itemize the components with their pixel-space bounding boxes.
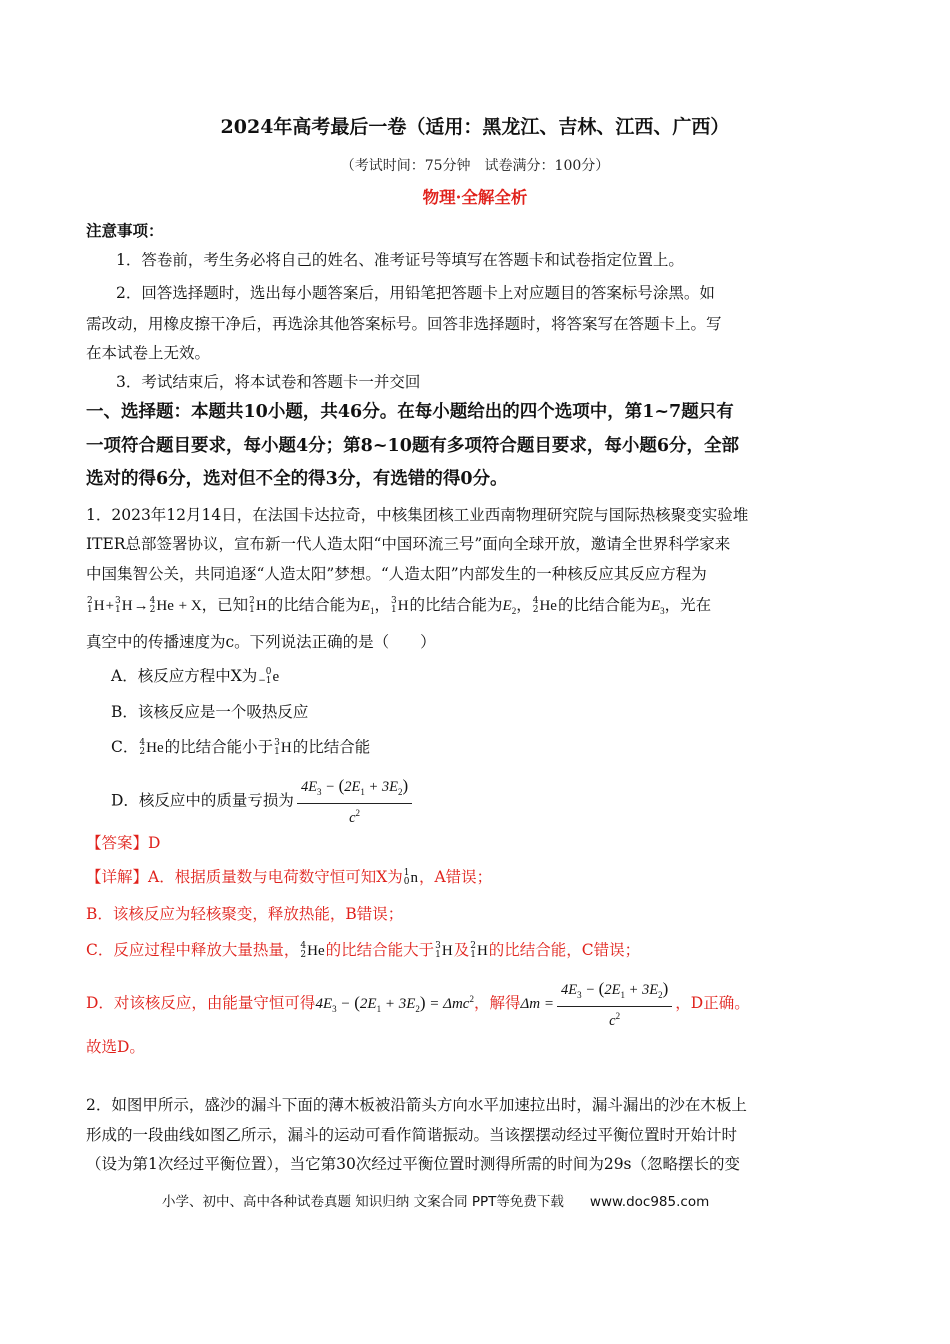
mass-defect-solution-fraction: $\frac{4E_3 - (2E_1 + 3E_2)}{c^2}$ — [557, 979, 672, 1030]
q1-detail-b: B．该核反应为轻核聚变，释放热能，B错误； — [86, 905, 404, 923]
notice-item-3: 3．考试结束后，将本试卷和答题卡一并交回 — [116, 373, 421, 391]
helium-symbol-4: 4 2 He — [300, 941, 325, 960]
q1-conclusion: 故选D。 — [86, 1038, 145, 1056]
q1-detail-c: C．反应过程中释放大量热量， 4 2 He的比结合能大于 3 1 H及 2 1 H的比结合能，C错误； — [86, 941, 641, 960]
q1-detail-d: D．对该核反应，由能量守恒可得$4E_3 - (2E_1 + 3E_2) = \Delta mc^2$，解得Δm = $\frac{4E_3 - (2E_1 + 3E_2)}{c^2}$ ，D正确。 — [86, 978, 750, 1029]
tritium-symbol-3: 3 1 H — [274, 738, 292, 757]
q1-line-5: 真空中的传播速度为c。下列说法正确的是（ ） — [86, 633, 436, 651]
tritium-symbol-2: 3 1 H — [390, 596, 409, 615]
symbol-e3: $E_3$ — [650, 598, 665, 616]
q1-option-d: D．核反应中的质量亏损为 $\frac{4E_3 - (2E_1 + 3E_2)}{c^2}$ — [111, 776, 415, 827]
q1-detail-a: 【详解】A．根据质量数与电荷数守恒可知X为 1 0 n，A错误； — [86, 868, 493, 887]
deuterium-symbol-2: 2 1 H — [249, 596, 267, 615]
electron-symbol: 0 −1 e — [258, 667, 280, 686]
notice-item-1: 1．答卷前，考生务必将自己的姓名、准考证号等填写在答题卡和试卷指定位置上。 — [116, 251, 684, 269]
helium-symbol: 4 2 He — [149, 596, 174, 615]
q1-answer: 【答案】D — [86, 834, 161, 852]
helium-symbol-3: 4 2 He — [139, 738, 164, 757]
notice-item-2-line-3: 在本试卷上无效。 — [86, 344, 211, 362]
q1-option-c: C． 4 2 He的比结合能小于 3 1 H的比结合能 — [111, 738, 371, 757]
footer — [162, 1191, 709, 1213]
q2-line-1: 2．如图甲所示，盛沙的漏斗下面的薄木板被沿箭头方向水平加速拉出时，漏斗漏出的沙在木板上 — [86, 1096, 747, 1114]
neutron-symbol: 1 0 n — [403, 868, 418, 887]
q1-line-2: ITER总部签署协议，宣布新一代人造太阳“中国环流三号”面向全球开放，邀请全世界科学家来 — [86, 535, 731, 553]
q1-line-1: 1．2023年12月14日，在法国卡达拉奇，中核集团核工业西南物理研究院与国际热核聚变实验堆 — [86, 506, 749, 524]
q1-line-4: 2 1 H+ 3 1 H→ 4 2 He + X，已知 2 1 H的比结合能为$E_1$， 3 1 H的比结合能为$E_2$， 4 2 He的比结合能为$E_3$，光在 — [87, 596, 712, 616]
notice-item-2-line-2: 需改动，用橡皮擦干净后，再选涂其他答案标号。回答非选择题时，将答案写在答题卡上。写 — [86, 315, 722, 333]
symbol-e2: $E_2$ — [502, 598, 517, 616]
exam-title: 2024年高考最后一卷（适用：黑龙江、吉林、江西、广西） — [220, 116, 730, 138]
section-1-line-3: 选对的得6分，选对但不全的得3分，有选错的得0分。 — [86, 469, 508, 489]
q2-line-3: （设为第1次经过平衡位置），当它第30次经过平衡位置时测得所需的时间为29s（忽略摆长的变 — [86, 1155, 741, 1173]
deuterium-symbol-3: 2 1 H — [470, 941, 488, 960]
footer-text: 小学、初中、高中各种试卷真题 知识归纳 文案合同 PPT等免费下载 — [162, 1194, 564, 1210]
subject-heading: 物理·全解全析 — [422, 188, 528, 207]
notice-item-2-line-1: 2．回答选择题时，选出每小题答案后，用铅笔把答题卡上对应题目的答案标号涂黑。如 — [116, 284, 715, 302]
energy-conservation-equation: $4E_3 - (2E_1 + 3E_2) = \Delta mc^2$ — [315, 993, 474, 1014]
delta-m-symbol: Δm = — [520, 996, 554, 1012]
mass-defect-fraction: $\frac{4E_3 - (2E_1 + 3E_2)}{c^2}$ — [297, 776, 412, 827]
helium-symbol-2: 4 2 He — [532, 596, 557, 615]
tritium-symbol-4: 3 1 H — [435, 941, 453, 960]
q1-line-3: 中国集智公关，共同追逐“人造太阳”梦想。“人造太阳”内部发生的一种核反应其反应方程为 — [86, 565, 707, 583]
notice-heading: 注意事项： — [86, 221, 164, 240]
exam-subtitle: （考试时间：75分钟 试卷满分：100分） — [340, 158, 610, 174]
tritium-symbol: 3 1 H — [115, 596, 133, 615]
q2-line-2: 形成的一段曲线如图乙所示，漏斗的运动可看作简谐振动。当该摆摆动经过平衡位置时开始计时 — [86, 1126, 738, 1144]
deuterium-symbol: 2 1 H — [87, 596, 105, 615]
symbol-e1: $E_1$ — [360, 598, 375, 616]
section-1-line-1: 一、选择题：本题共10小题，共46分。在每小题给出的四个选项中，第1~7题只有 — [86, 402, 734, 422]
q1-option-b: B．该核反应是一个吸热反应 — [111, 703, 309, 721]
section-1-line-2: 一项符合题目要求，每小题4分；第8~10题有多项符合题目要求，每小题6分，全部 — [86, 436, 740, 456]
q1-option-a: A．核反应方程中X为 0 −1 e — [111, 667, 280, 686]
footer-url[interactable]: www.doc985.com — [589, 1194, 710, 1210]
